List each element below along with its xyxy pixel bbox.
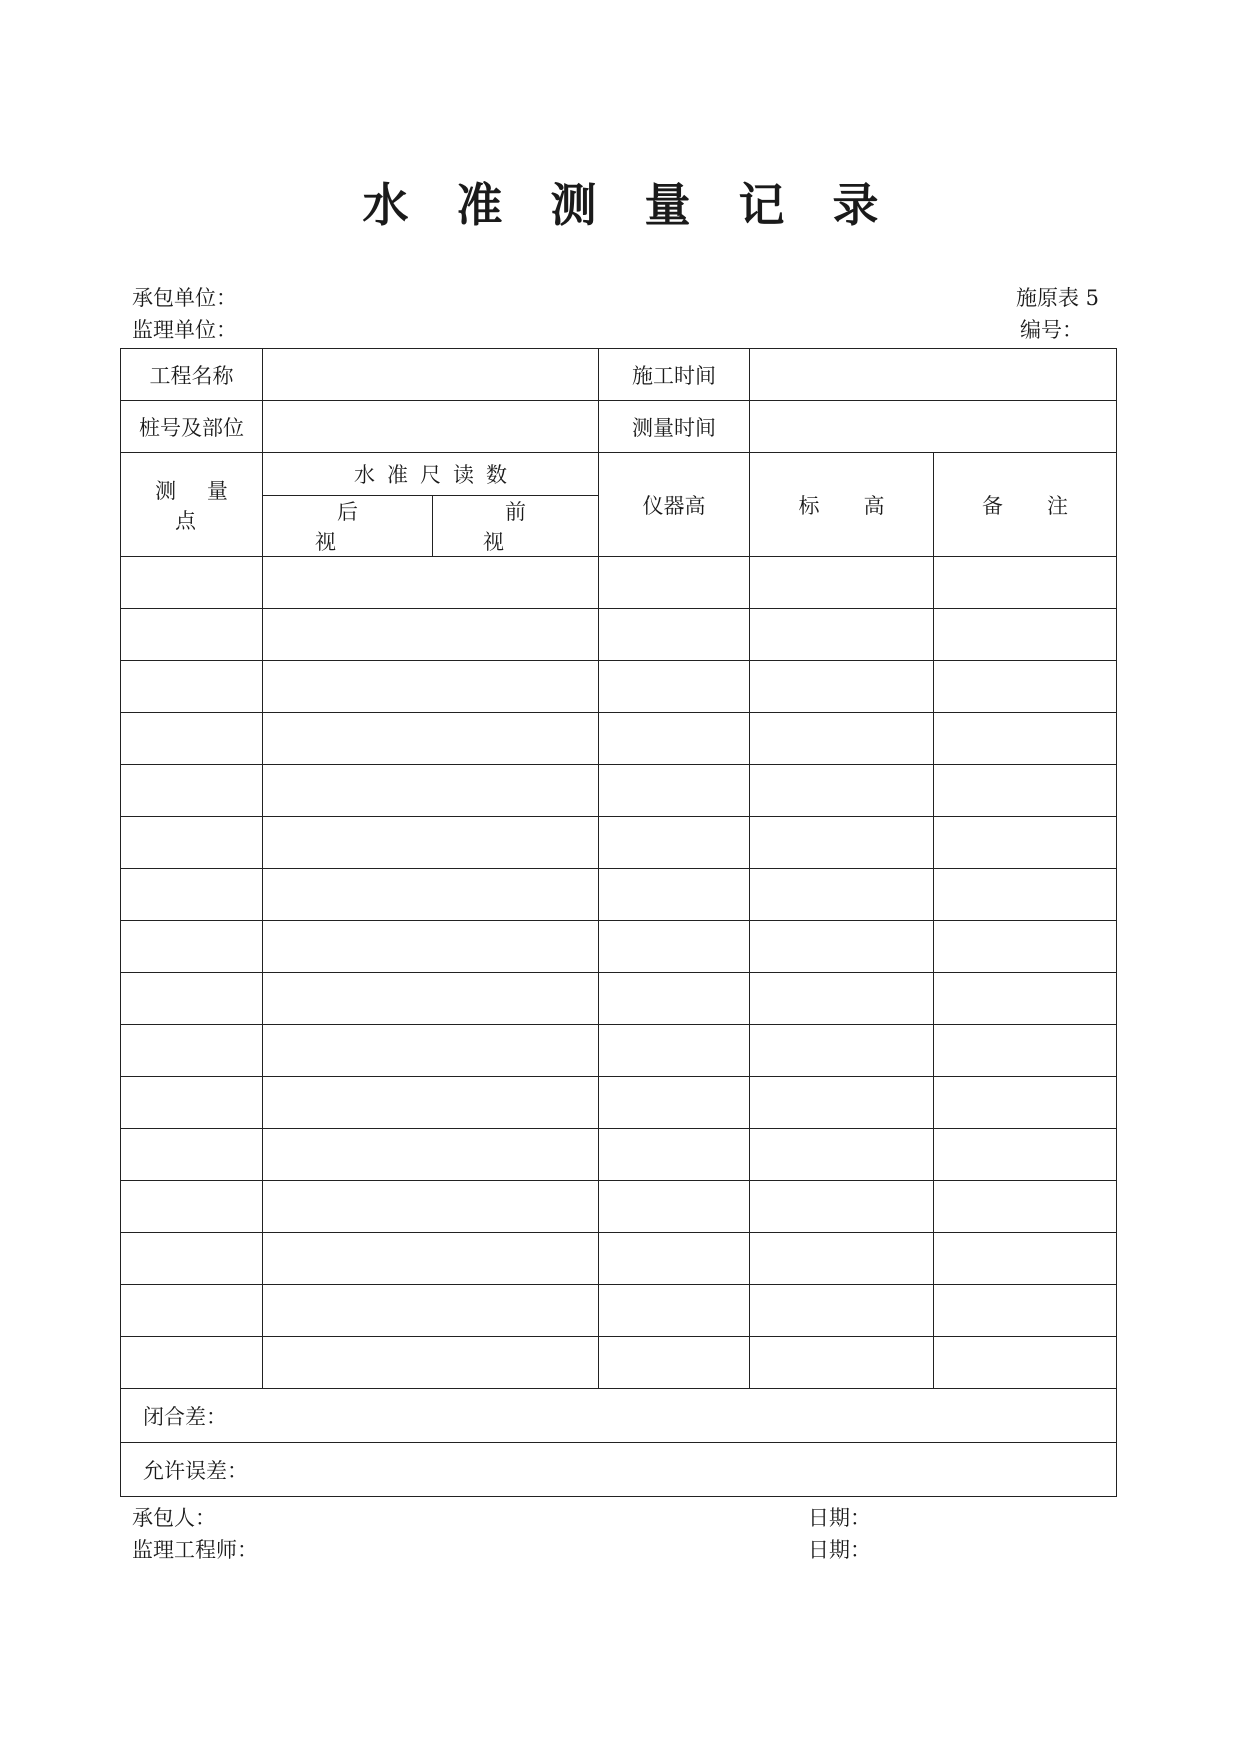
remarks-cell[interactable] xyxy=(934,817,1117,869)
remarks-header: 备注 xyxy=(934,453,1117,557)
staff-reading-cell[interactable] xyxy=(263,609,599,661)
elevation-cell[interactable] xyxy=(750,1129,934,1181)
table-row xyxy=(121,973,1117,1025)
survey-record-table xyxy=(120,348,1117,1497)
survey-point-cell[interactable] xyxy=(121,1077,263,1129)
survey-point-cell[interactable] xyxy=(121,1285,263,1337)
instrument-height-cell[interactable] xyxy=(599,1077,750,1129)
survey-point-cell[interactable] xyxy=(121,1025,263,1077)
engineer-date-label: 日期： xyxy=(808,1538,871,1562)
table-row xyxy=(121,765,1117,817)
instrument-height-cell[interactable] xyxy=(599,1181,750,1233)
table-row xyxy=(121,1181,1117,1233)
table-row xyxy=(121,557,1117,609)
remarks-cell[interactable] xyxy=(934,973,1117,1025)
survey-point-header: 测 量 点 xyxy=(121,453,263,557)
number-label: 编号： xyxy=(1020,318,1083,342)
station-info-row xyxy=(121,401,1117,453)
remarks-cell[interactable] xyxy=(934,1025,1117,1077)
column-header-row xyxy=(121,453,1117,496)
remarks-cell[interactable] xyxy=(934,1285,1117,1337)
project-name-field[interactable] xyxy=(263,349,599,401)
staff-reading-cell[interactable] xyxy=(263,1181,599,1233)
table-row xyxy=(121,1025,1117,1077)
contractor-date-label: 日期： xyxy=(808,1506,871,1530)
remarks-cell[interactable] xyxy=(934,1181,1117,1233)
project-name-label: 工程名称 xyxy=(121,349,263,401)
instrument-height-cell[interactable] xyxy=(599,921,750,973)
staff-reading-cell[interactable] xyxy=(263,713,599,765)
survey-point-cell[interactable] xyxy=(121,557,263,609)
elevation-cell[interactable] xyxy=(750,1337,934,1389)
instrument-height-cell[interactable] xyxy=(599,1129,750,1181)
remarks-cell[interactable] xyxy=(934,609,1117,661)
staff-reading-cell[interactable] xyxy=(263,661,599,713)
table-row xyxy=(121,661,1117,713)
table-row xyxy=(121,1337,1117,1389)
allowable-error-row xyxy=(121,1443,1117,1497)
table-row xyxy=(121,1129,1117,1181)
backsight-header: 后视 xyxy=(263,496,433,557)
survey-point-cell[interactable] xyxy=(121,973,263,1025)
table-row xyxy=(121,921,1117,973)
supervisor-label: 监理单位： xyxy=(132,318,237,342)
instrument-height-cell[interactable] xyxy=(599,1233,750,1285)
construction-time-label: 施工时间 xyxy=(599,349,750,401)
instrument-height-cell[interactable] xyxy=(599,661,750,713)
survey-point-cell[interactable] xyxy=(121,817,263,869)
table-row xyxy=(121,817,1117,869)
remarks-cell[interactable] xyxy=(934,921,1117,973)
instrument-height-cell[interactable] xyxy=(599,609,750,661)
survey-point-cell[interactable] xyxy=(121,921,263,973)
remarks-cell[interactable] xyxy=(934,869,1117,921)
remarks-cell[interactable] xyxy=(934,765,1117,817)
remarks-cell[interactable] xyxy=(934,1337,1117,1389)
elevation-cell[interactable] xyxy=(750,713,934,765)
staff-reading-cell[interactable] xyxy=(263,973,599,1025)
remarks-cell[interactable] xyxy=(934,713,1117,765)
remarks-cell[interactable] xyxy=(934,1077,1117,1129)
contractor-person-label: 承包人： xyxy=(132,1506,216,1530)
elevation-cell[interactable] xyxy=(750,661,934,713)
elevation-cell[interactable] xyxy=(750,1285,934,1337)
elevation-cell[interactable] xyxy=(750,1025,934,1077)
instrument-height-cell[interactable] xyxy=(599,1285,750,1337)
station-label: 桩号及部位 xyxy=(121,401,263,453)
contractor-label: 承包单位： xyxy=(132,286,237,310)
survey-time-field[interactable] xyxy=(750,401,1117,453)
elevation-cell[interactable] xyxy=(750,817,934,869)
staff-reading-cell[interactable] xyxy=(263,1285,599,1337)
table-row xyxy=(121,1233,1117,1285)
survey-point-cell[interactable] xyxy=(121,1337,263,1389)
survey-point-cell[interactable] xyxy=(121,1129,263,1181)
instrument-height-cell[interactable] xyxy=(599,1025,750,1077)
survey-time-label: 测量时间 xyxy=(599,401,750,453)
survey-point-cell[interactable] xyxy=(121,713,263,765)
elevation-cell[interactable] xyxy=(750,973,934,1025)
closure-error-label[interactable]: 闭合差： xyxy=(121,1389,1117,1443)
remarks-cell[interactable] xyxy=(934,1233,1117,1285)
project-info-row xyxy=(121,349,1117,401)
supervising-engineer-label: 监理工程师： xyxy=(132,1538,258,1562)
staff-reading-cell[interactable] xyxy=(263,1129,599,1181)
staff-reading-header: 水准尺读数 xyxy=(263,453,599,496)
remarks-cell[interactable] xyxy=(934,661,1117,713)
allowable-error-label[interactable]: 允许误差： xyxy=(121,1443,1117,1497)
table-row xyxy=(121,713,1117,765)
staff-reading-cell[interactable] xyxy=(263,1077,599,1129)
foresight-header: 前视 xyxy=(433,496,599,557)
staff-reading-cell[interactable] xyxy=(263,1337,599,1389)
table-row xyxy=(121,609,1117,661)
survey-point-cell[interactable] xyxy=(121,1181,263,1233)
remarks-cell[interactable] xyxy=(934,1129,1117,1181)
table-row xyxy=(121,1077,1117,1129)
instrument-height-cell[interactable] xyxy=(599,973,750,1025)
instrument-height-cell[interactable] xyxy=(599,765,750,817)
staff-reading-cell[interactable] xyxy=(263,1025,599,1077)
staff-reading-cell[interactable] xyxy=(263,765,599,817)
staff-reading-cell[interactable] xyxy=(263,921,599,973)
page-title: 水准测量记录 xyxy=(362,178,927,232)
staff-reading-cell[interactable] xyxy=(263,1233,599,1285)
remarks-cell[interactable] xyxy=(934,557,1117,609)
elevation-cell[interactable] xyxy=(750,921,934,973)
instrument-height-cell[interactable] xyxy=(599,1337,750,1389)
elevation-header: 标高 xyxy=(750,453,934,557)
elevation-cell[interactable] xyxy=(750,609,934,661)
table-row xyxy=(121,869,1117,921)
elevation-cell[interactable] xyxy=(750,1181,934,1233)
instrument-height-cell[interactable] xyxy=(599,557,750,609)
instrument-height-cell[interactable] xyxy=(599,869,750,921)
survey-point-cell[interactable] xyxy=(121,661,263,713)
survey-point-cell[interactable] xyxy=(121,1233,263,1285)
elevation-cell[interactable] xyxy=(750,1233,934,1285)
elevation-cell[interactable] xyxy=(750,765,934,817)
staff-reading-cell[interactable] xyxy=(263,869,599,921)
elevation-cell[interactable] xyxy=(750,869,934,921)
form-code: 施原表 5 xyxy=(1015,286,1099,310)
survey-point-cell[interactable] xyxy=(121,765,263,817)
elevation-cell[interactable] xyxy=(750,1077,934,1129)
survey-point-cell[interactable] xyxy=(121,869,263,921)
staff-reading-cell[interactable] xyxy=(263,817,599,869)
instrument-height-cell[interactable] xyxy=(599,713,750,765)
staff-reading-cell[interactable] xyxy=(263,557,599,609)
table-row xyxy=(121,1285,1117,1337)
survey-point-cell[interactable] xyxy=(121,609,263,661)
closure-error-row xyxy=(121,1389,1117,1443)
construction-time-field[interactable] xyxy=(750,349,1117,401)
station-field[interactable] xyxy=(263,401,599,453)
instrument-height-cell[interactable] xyxy=(599,817,750,869)
elevation-cell[interactable] xyxy=(750,557,934,609)
instrument-height-header: 仪器高 xyxy=(599,453,750,557)
